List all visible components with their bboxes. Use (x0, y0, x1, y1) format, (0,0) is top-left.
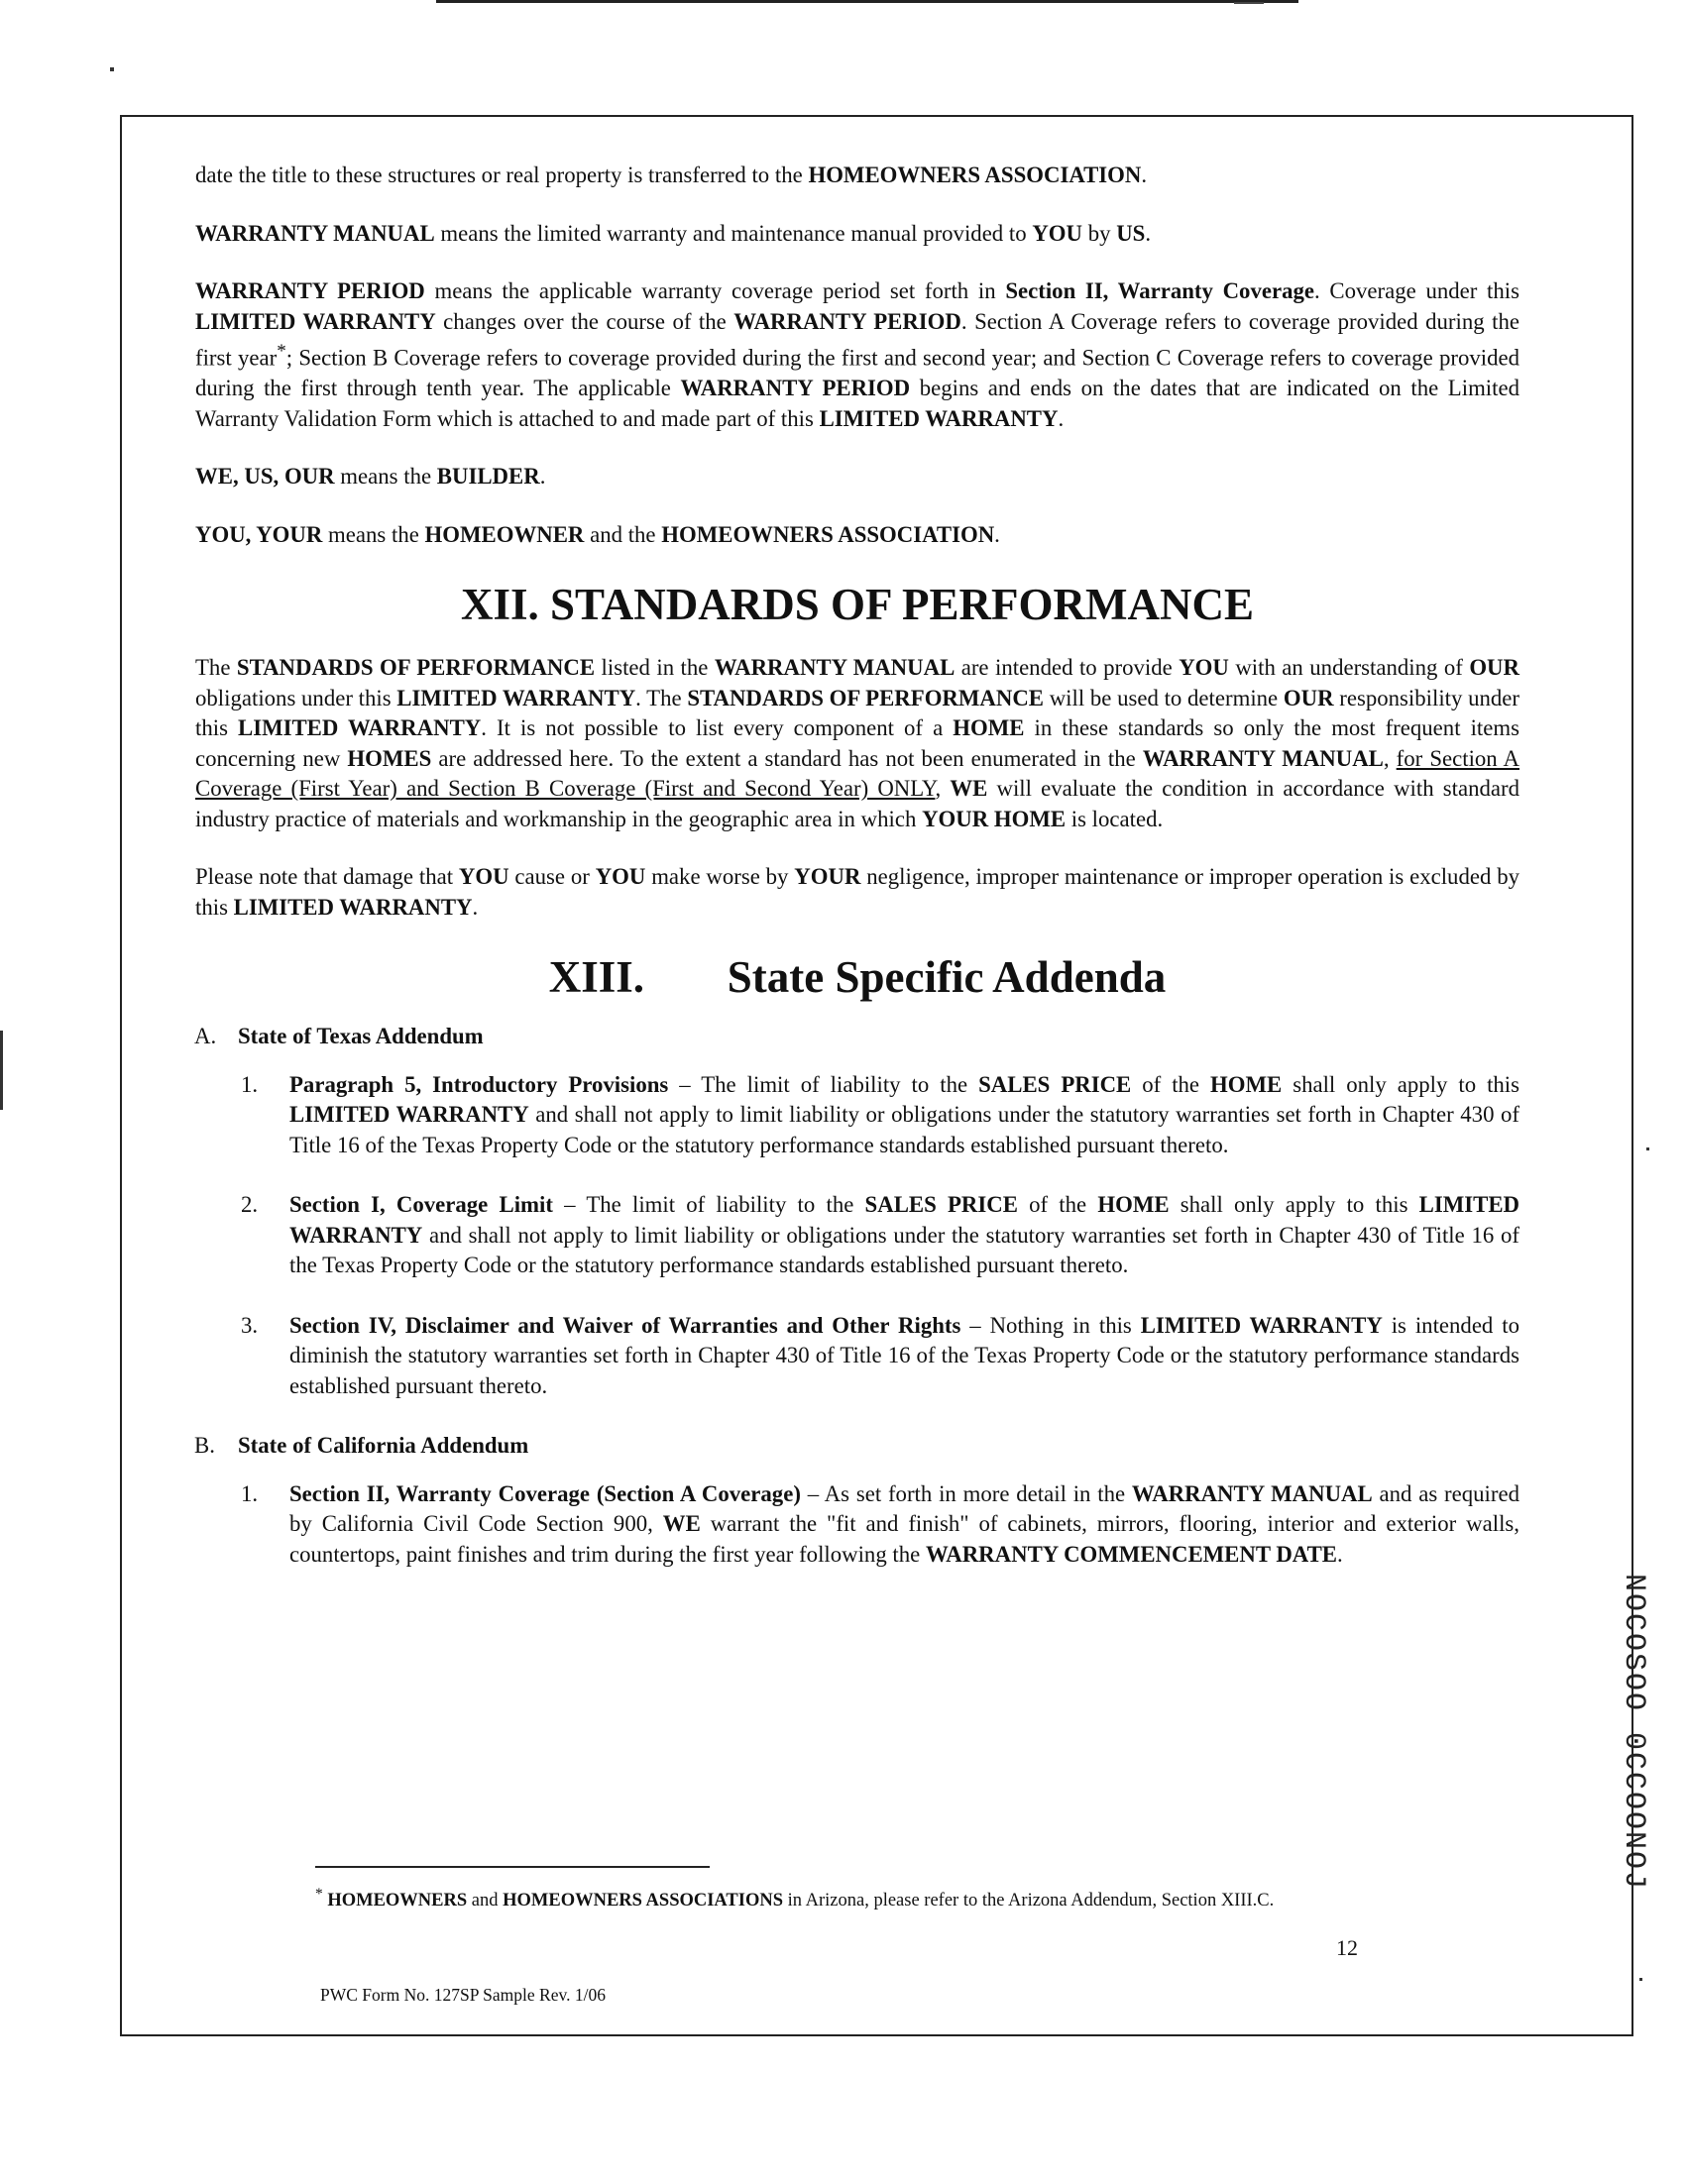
scan-speck (1639, 1978, 1642, 1981)
item-lead: Section II, Warranty Coverage (Section A Coverage) (289, 1480, 801, 1506)
text: . (1141, 163, 1148, 187)
definition-warranty-period (195, 276, 1519, 434)
text: . Coverage under this (1314, 278, 1519, 303)
text: in Arizona, please refer to the Arizona Addendum, Section XIII.C. (783, 1891, 1275, 1911)
defined-term: YOU (458, 864, 509, 890)
texas-item-1 (195, 1070, 1519, 1161)
defined-term: Section II, Warranty Coverage (1005, 278, 1315, 303)
defined-term: WE (950, 776, 988, 802)
defined-term: WARRANTY PERIOD (733, 308, 961, 334)
defined-term: WARRANTY PERIOD (680, 376, 911, 401)
defined-term: HOMEOWNERS ASSOCIATION (808, 163, 1142, 187)
footnote-marker: * (277, 341, 286, 362)
item-number: 3. (241, 1312, 259, 1338)
text: negligence, improper maintenance or improper operation is excluded by this (195, 864, 1520, 920)
defined-term: YOU, YOUR (195, 521, 323, 547)
defined-term: LIMITED WARRANTY (233, 894, 473, 920)
defined-term: WARRANTY MANUAL (1131, 1480, 1373, 1506)
footnote-separator (315, 1866, 710, 1868)
text: date the title to these structures or real property is transferred to the (195, 163, 809, 187)
defined-term: OUR (1283, 685, 1334, 710)
text: and the (584, 521, 662, 547)
subsection-title: State of California Addendum (238, 1433, 529, 1459)
text: . (1145, 220, 1152, 246)
text: changes over the course of the (435, 308, 734, 334)
defined-term: SALES PRICE (864, 1192, 1018, 1218)
text: of the (1131, 1071, 1211, 1097)
text: cause or (508, 864, 596, 890)
footnote (315, 1881, 1366, 1914)
section-title: State Specific Addenda (727, 952, 1167, 1003)
subsection-letter: B. (194, 1433, 215, 1459)
text: responsibility under this (195, 685, 1519, 741)
defined-term: YOU (1179, 655, 1229, 681)
defined-term: WARRANTY MANUAL (714, 655, 956, 681)
definition-we-us-our (195, 462, 1519, 492)
text: obligations under this (195, 685, 397, 710)
defined-term: LIMITED WARRANTY (1140, 1312, 1383, 1338)
texas-addendum-heading (194, 1022, 1519, 1052)
text: . It is not possible to list every component of a (481, 715, 954, 741)
text: and (467, 1891, 504, 1911)
defined-term: WE, US, OUR (195, 464, 335, 490)
text: – As set forth in more detail in the (800, 1480, 1132, 1506)
text: . (1058, 405, 1065, 431)
defined-term: HOMEOWNERS ASSOCIATIONS (503, 1891, 783, 1911)
defined-term: WARRANTY MANUAL (1142, 745, 1384, 771)
scan-speck (110, 67, 114, 71)
scan-top-rule (436, 0, 1298, 3)
item-lead: Section I, Coverage Limit (289, 1192, 553, 1218)
text: Please note that damage that (195, 864, 459, 890)
defined-term: LIMITED WARRANTY (396, 685, 636, 710)
text: means the applicable warranty coverage period set forth in (424, 278, 1006, 303)
text: . (1336, 1541, 1343, 1567)
text: of the (1017, 1192, 1098, 1218)
section-xii-heading: XII. STANDARDS OF PERFORMANCE (460, 580, 1255, 630)
text: and as required by California Civil Code Section 900, (289, 1480, 1519, 1537)
defined-term: LIMITED WARRANTY (289, 1192, 1519, 1248)
page-number: 12 (1336, 1935, 1358, 1960)
section-xiii-heading (195, 950, 1519, 1004)
defined-term: STANDARDS OF PERFORMANCE (236, 655, 596, 681)
text: ; Section B Coverage refers to coverage provided during the first and second year; and Section C Coverage refers to coverage provided during the first through tenth year. The applicable (195, 345, 1519, 401)
form-number: PWC Form No. 127SP Sample Rev. 1/06 (320, 1985, 606, 2005)
text: will be used to determine (1044, 685, 1284, 710)
text: and shall not apply to limit liability or obligations under the statutory warranties set forth in Chapter 430 of Title 16 of the Texas Property Code or the statutory performance standards established pursuant thereto. (289, 1222, 1519, 1278)
text: The (195, 655, 237, 681)
text: , (1383, 745, 1397, 771)
document-body (195, 161, 1519, 1599)
text: , (935, 776, 951, 802)
california-item-1 (195, 1479, 1519, 1571)
defined-term: LIMITED WARRANTY (289, 1102, 529, 1128)
item-lead: Paragraph 5, Introductory Provisions (289, 1071, 669, 1097)
footnote-marker: * (315, 1886, 323, 1903)
defined-term: YOU (1032, 220, 1083, 246)
subsection-letter: A. (194, 1024, 217, 1049)
negligence-paragraph (195, 862, 1519, 923)
text: are intended to provide (955, 655, 1180, 681)
item-number: 1. (241, 1071, 259, 1097)
text: and shall not apply to limit liability or obligations under the statutory warranties set forth in Chapter 430 of Title 16 of the Texas Property Code or the statutory performance standards established pursuant thereto. (289, 1102, 1519, 1157)
text: is located. (1066, 806, 1164, 831)
text: with an understanding of (1228, 655, 1470, 681)
defined-term: WARRANTY MANUAL (195, 220, 435, 246)
defined-term: LIMITED WARRANTY (819, 405, 1059, 431)
text: begins and ends on the dates that are indicated on the Limited Warranty Validation Form which is attached to and made part of this (195, 376, 1519, 431)
bates-stamp (1614, 1573, 1653, 1891)
text: shall only apply to this (1282, 1071, 1520, 1097)
bates-number: NOCOSOO 0CCOONOJ (1617, 1573, 1651, 1891)
text: . (472, 894, 479, 920)
defined-term: HOMES (347, 745, 432, 771)
scan-speck (0, 1031, 3, 1110)
section-number: XIII. (548, 952, 645, 1003)
subsection-title: State of Texas Addendum (238, 1024, 484, 1049)
scan-top-mark (1234, 2, 1264, 4)
defined-term: HOME (1210, 1071, 1283, 1097)
defined-term: WARRANTY PERIOD (195, 278, 425, 303)
defined-term: YOU (595, 864, 646, 890)
defined-term: WE (662, 1511, 701, 1537)
defined-term: BUILDER (436, 464, 540, 490)
defined-term: OUR (1469, 655, 1519, 681)
text: – The limit of liability to the (552, 1192, 865, 1218)
text: means the (322, 521, 425, 547)
defined-term: HOMEOWNERS (322, 1891, 468, 1911)
definition-paragraph (195, 161, 1519, 191)
defined-term: STANDARDS OF PERFORMANCE (687, 685, 1045, 710)
text: are addressed here. To the extent a standard has not been enumerated in the (431, 745, 1143, 771)
text: is intended to diminish the statutory warranties set forth in Chapter 430 of Title 16 of the Texas Property Code or the statutory performance standards established pursuant thereto. (289, 1312, 1519, 1398)
defined-term: HOMEOWNERS ASSOCIATION (661, 521, 995, 547)
defined-term: SALES PRICE (978, 1071, 1132, 1097)
defined-term: YOUR (794, 864, 861, 890)
text: make worse by (645, 864, 795, 890)
defined-term: LIMITED WARRANTY (195, 308, 436, 334)
text: . Section A Coverage refers to coverage provided during the first year (195, 308, 1520, 371)
text: means the limited warranty and maintenance manual provided to (434, 220, 1033, 246)
defined-term: YOUR HOME (922, 806, 1067, 831)
underlined-clause: for Section A Coverage (First Year) and Section B Coverage (First and Second Year) ONLY (195, 745, 1519, 802)
text: – Nothing in this (960, 1312, 1141, 1338)
standards-paragraph (195, 653, 1519, 834)
item-number: 2. (241, 1192, 259, 1218)
text: – The limit of liability to the (668, 1071, 979, 1097)
text: by (1082, 220, 1117, 246)
definition-you-your (195, 520, 1519, 551)
text: . The (635, 685, 688, 710)
text: . (539, 464, 546, 490)
text: means the (334, 464, 437, 490)
defined-term: HOMEOWNER (424, 521, 585, 547)
defined-term: US (1116, 220, 1146, 246)
california-addendum-heading (194, 1431, 1519, 1462)
texas-item-3 (195, 1311, 1519, 1402)
text: warrant the "fit and finish" of cabinets, mirrors, flooring, interior and exterior walls, countertops, paint finishes and trim during the first year following the (289, 1511, 1519, 1567)
text: listed in the (595, 655, 715, 681)
definition-warranty-manual (195, 219, 1519, 250)
defined-term: WARRANTY COMMENCEMENT DATE (925, 1541, 1337, 1567)
texas-item-2 (195, 1190, 1519, 1281)
text: shall only apply to this (1169, 1192, 1419, 1218)
text: . (994, 521, 1000, 547)
defined-term: LIMITED WARRANTY (238, 715, 482, 741)
defined-term: HOME (1097, 1192, 1170, 1218)
defined-term: HOME (953, 715, 1025, 741)
item-lead: Section IV, Disclaimer and Waiver of Warranties and Other Rights (289, 1312, 961, 1338)
text: will evaluate the condition in accordance with standard industry practice of materials and workmanship in the geographic area in which (195, 776, 1519, 831)
text: in these standards so only the most frequent items concerning new (195, 715, 1519, 771)
item-number: 1. (241, 1480, 259, 1506)
scan-speck (1646, 1147, 1649, 1150)
